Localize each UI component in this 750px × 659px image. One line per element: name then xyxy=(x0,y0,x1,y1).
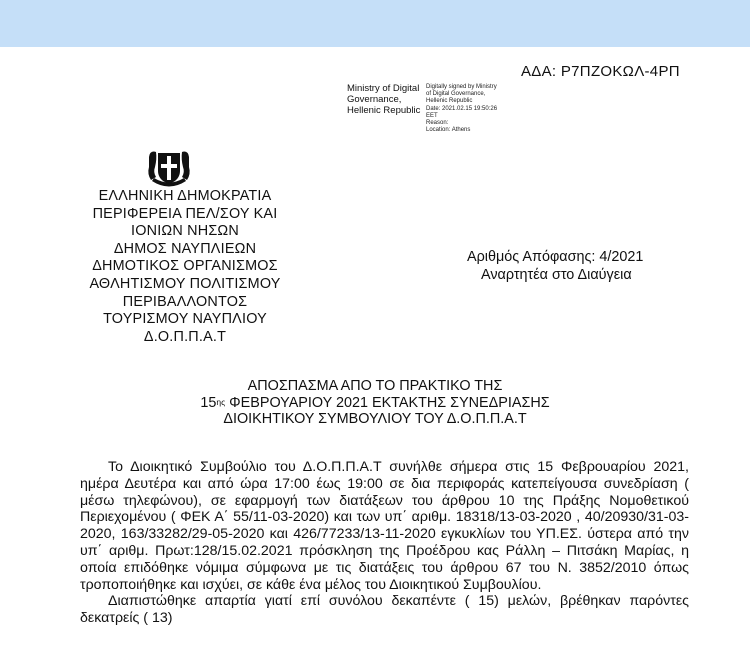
authority-line: ΙΟΝΙΩΝ ΝΗΣΩΝ xyxy=(131,223,239,240)
signature-detail-line: Location: Athens xyxy=(426,127,471,134)
authority-line: ΠΕΡΙΦΕΡΕΙΑ ΠΕΛ/ΣΟΥ ΚΑΙ xyxy=(92,205,278,222)
signature-detail-line: Date: 2021.02.15 19:50:26 xyxy=(426,105,498,112)
heading-line-rest: ΦΕΒΡΟΥΑΡΙΟΥ 2021 ΕΚΤΑΚΤΗΣ ΣΥΝΕΔΡΙΑΣΗΣ xyxy=(225,394,550,411)
body-paragraph: Το Διοικητικό Συμβούλιο του Δ.Ο.Π.Π.Α.Τ συνήλθε σήμερα στις 15 Φεβρουαρίου 2021, ημέρα Δευτέρα και από ώρα 17:00 έως 19:00 σε δια περιφοράς κατεπείγουσα συνεδρίαση ( μέσω τηλεφώνου), σε εφαρμογή των διατάξεων του άρθρου 10 της Πράξης Νομοθετικού Περιεχομένου ( ΦΕΚ Α΄ 55/11-03-2020) και των υπ΄ αριθμ. 18318/13-03-2020 , 40/20930/31-03-2020, 163/33282/29-05-2020 και 426/77233/13-11-2020 εγκυκλίων του ΥΠ.ΕΣ. ύστερα από την υπ΄ αριθμ. Πρωτ:128/15.02.2021 πρόσκληση της Προέδρου κας Ράλλη – Πιτσάκη Μαρίας, η οποία επιδόθηκε νόμιμα σύμφωνα με τις διατάξεις του άρθρου 67 του Ν. 3852/2010 όπως τροποποιήθηκε και ισχύει, σε κάθε ένα μέλος του Διοικητικού Συμβουλίου. xyxy=(80,459,689,593)
authority-line: ΑΘΛΗΤΙΣΜΟΥ ΠΟΛΙΤΙΣΜΟΥ xyxy=(89,275,281,292)
greek-coat-of-arms-icon xyxy=(147,147,191,189)
top-banner xyxy=(0,0,750,47)
authority-line: ΔΗΜΟΤΙΚΟΣ ΟΡΓΑΝΙΣΜΟΣ xyxy=(92,258,278,275)
body-paragraph: Διαπιστώθηκε απαρτία γιατί επί συνόλου δεκαπέντε ( 15) μελών, βρέθηκαν παρόντες δεκατρείς ( 13) xyxy=(80,593,689,627)
publication-note: Αναρτητέα στο Διαύγεια xyxy=(481,267,632,283)
decision-info xyxy=(467,248,643,284)
signature-detail-line: Reason: xyxy=(426,120,449,127)
heading-ordinal-suffix: ης xyxy=(216,396,226,407)
authority-line: ΤΟΥΡΙΣΜΟΥ ΝΑΥΠΛΙΟΥ xyxy=(103,311,267,328)
heading-day: 15 xyxy=(200,394,217,411)
document-body xyxy=(80,459,689,627)
signature-detail-line: Digitally signed by Ministry xyxy=(426,84,497,90)
decision-number: Αριθμός Απόφασης: 4/2021 xyxy=(467,249,644,265)
authority-line: ΠΕΡΙΒΑΛΛΟΝΤΟΣ xyxy=(122,293,248,310)
signature-org-line: Hellenic Republic xyxy=(347,105,421,116)
signature-detail-line: Hellenic Republic xyxy=(426,98,473,105)
issuing-authority xyxy=(40,188,330,346)
signature-org-line: Governance, xyxy=(347,94,402,105)
heading-line: ΔΙΟΙΚΗΤΙΚΟΥ ΣΥΜΒΟΥΛΙΟΥ ΤΟΥ Δ.Ο.Π.Π.Α.Τ xyxy=(223,411,527,427)
heading-line xyxy=(105,395,645,412)
signature-detail-line: EET xyxy=(426,112,438,119)
heading-line: ΑΠΟΣΠΑΣΜΑ ΑΠΟ ΤΟ ΠΡΑΚΤΙΚΟ ΤΗΣ xyxy=(247,378,503,394)
signature-org-line: Ministry of Digital xyxy=(347,83,420,94)
document-heading xyxy=(105,378,645,428)
signature-details xyxy=(426,84,497,134)
authority-line: ΔΗΜΟΣ ΝΑΥΠΛΙΕΩΝ xyxy=(113,240,257,257)
signature-detail-line: of Digital Governance, xyxy=(426,91,486,98)
ada-code: ΑΔΑ: Ρ7ΠΖΟΚΩΛ-4ΡΠ xyxy=(521,63,680,80)
signature-organization xyxy=(347,83,420,116)
authority-line: ΕΛΛΗΝΙΚΗ ΔΗΜΟΚΡΑΤΙΑ xyxy=(98,188,272,204)
authority-line: Δ.Ο.Π.Π.Α.Τ xyxy=(143,328,227,345)
